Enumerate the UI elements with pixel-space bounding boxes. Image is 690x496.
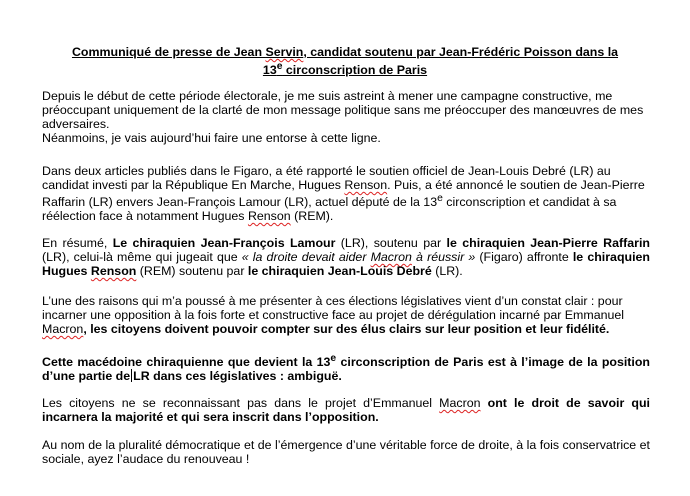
- paragraph-text: En résumé,: [42, 236, 113, 250]
- title-text: circonscription de Paris: [282, 62, 428, 77]
- bold-text: Le chiraquien Jean-François Lamour: [112, 236, 336, 250]
- paragraph-text: Dans deux articles publiés dans le Figaro, a été rapporté le soutien officiel de Jean-Louis Debré (LR) au candidat investi par la République En Marche, Hugues: [42, 164, 611, 192]
- paragraph-text: (LR), soutenu par: [335, 236, 447, 250]
- paragraph-macedoine: [42, 352, 650, 383]
- paragraph-text: (Figaro) affronte: [475, 250, 573, 264]
- paragraph-text: (REM).: [290, 209, 334, 224]
- superscript: e: [437, 193, 443, 204]
- paragraph-text: L’une des raisons qui m’a poussé à me présenter à ces élections législatives vient d’un constat clair : pour incarner une opposition à la fois forte et constructive face au projet de dérégulation incarné par Emmanuel: [42, 294, 625, 322]
- text-cursor: [131, 369, 132, 382]
- paragraph-intro: [42, 89, 650, 145]
- title-text: Communiqué de presse de Jean: [71, 45, 266, 59]
- paragraph-reasons: [42, 294, 650, 336]
- paragraph-text: (LR), celui-là même qui jugeait que: [42, 250, 242, 264]
- bold-text: le chiraquien Jean-Louis Debré: [247, 264, 432, 278]
- title-superscript: e: [276, 60, 283, 72]
- paragraph-text: Les citoyens ne se reconnaissant pas dans le projet d’Emmanuel: [42, 396, 440, 410]
- name-renson: Renson: [344, 178, 388, 192]
- bold-text: circonscription de Paris est à l’image de la position d’une partie de: [42, 355, 650, 384]
- title-text: , candidat soutenu par Jean-Frédéric Poisson dans la: [303, 45, 619, 59]
- name-renson: Renson: [90, 264, 137, 278]
- name-macron: Macron: [42, 322, 84, 336]
- paragraph-text: Néanmoins, je vais aujourd’hui faire une entorse à cette ligne.: [42, 131, 381, 145]
- bold-text: ont le droit de savoir qui incarnera la majorité et qui sera inscrit dans l’opposition.: [42, 396, 650, 424]
- name-macron: Macron: [439, 396, 481, 410]
- paragraph-text: Depuis le début de cette période électorale, je me suis astreint à mener une campagne constructive, me préoccupant uniquement de la clarté de mon message politique sans me préoccuper des manœuvres de mes adversaires.: [42, 89, 644, 131]
- bold-text: LR dans ces législatives : ambiguë.: [133, 369, 342, 384]
- paragraph-citizens: [42, 396, 650, 424]
- bold-text: le chiraquien Jean-Pierre Raffarin: [446, 236, 650, 250]
- page-title: [36, 45, 654, 77]
- bold-text: , les citoyens doivent pouvoir compter sur des élus clairs sur leur position et leur fidélité.: [83, 322, 610, 336]
- paragraph-articles: [42, 164, 650, 223]
- bold-text: le chiraquien Hugues: [42, 250, 650, 278]
- paragraph-text: . Puis, a été annoncé le soutien de Jean-Pierre Raffarin (LR) envers Jean-François Lamour (LR), actuel député de la 13: [42, 178, 645, 210]
- paragraph-text: (LR).: [431, 264, 463, 278]
- title-number: 13: [262, 62, 277, 77]
- name-macron: Macron: [370, 250, 412, 264]
- paragraph-text: circonscription et candidat à sa réélection face à notamment Hugues: [42, 195, 617, 224]
- paragraph-summary: [42, 236, 650, 278]
- title-name: Servin: [265, 45, 304, 59]
- paragraph-text: Au nom de la pluralité démocratique et de l’émergence d’une véritable force de droite, à la fois conservatrice et sociale, ayez l’audace du renouveau !: [42, 438, 650, 466]
- superscript: e: [330, 353, 337, 364]
- quote-text: « la droite devait aider: [241, 250, 371, 264]
- bold-text: Cette macédoine chiraquienne que devient la 13: [42, 355, 331, 370]
- paragraph-text: (REM) soutenu par: [136, 264, 248, 278]
- name-renson: Renson: [247, 209, 291, 224]
- quote-text: à réussir »: [411, 250, 476, 264]
- paragraph-closing: [42, 438, 650, 466]
